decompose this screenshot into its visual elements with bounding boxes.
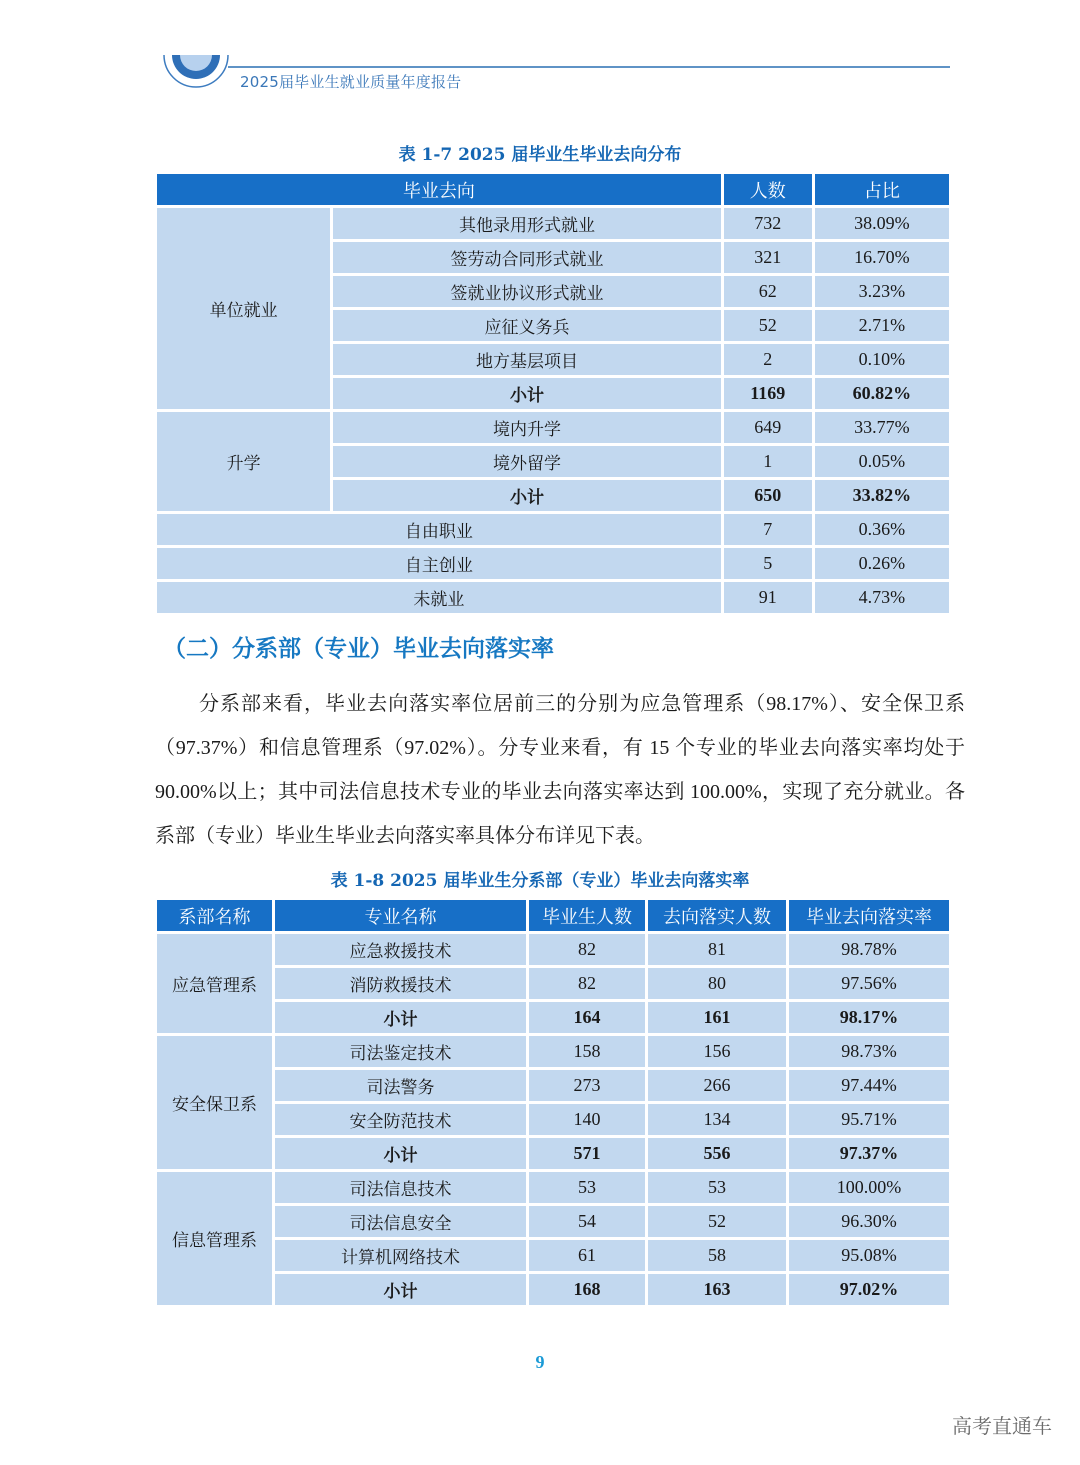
col-header-count: 人数: [724, 174, 812, 205]
table-row: [157, 1172, 949, 1203]
placement-rate: 98.78%: [789, 934, 949, 965]
major-name: 小计: [275, 1274, 526, 1305]
grad-count: 571: [529, 1138, 645, 1169]
major-name: 司法信息技术: [275, 1172, 526, 1203]
major-name: 司法信息安全: [275, 1206, 526, 1237]
row-count: 91: [724, 582, 812, 613]
grad-count: 82: [529, 968, 645, 999]
major-name: 小计: [275, 1002, 526, 1033]
placement-rate: 100.00%: [789, 1172, 949, 1203]
row-count: 52: [724, 310, 812, 341]
table-row: [157, 1036, 949, 1067]
col-header-graduates: 毕业生人数: [529, 900, 645, 931]
placed-count: 58: [648, 1240, 786, 1271]
row-label: 小计: [333, 378, 720, 409]
grad-count: 273: [529, 1070, 645, 1101]
row-label: 签就业协议形式就业: [333, 276, 720, 307]
row-label: 小计: [333, 480, 720, 511]
row-ratio: 2.71%: [815, 310, 949, 341]
placement-rate: 97.37%: [789, 1138, 949, 1169]
grad-count: 53: [529, 1172, 645, 1203]
row-ratio: 0.05%: [815, 446, 949, 477]
watermark: 高考直通车: [952, 1414, 1052, 1438]
row-label: 自主创业: [157, 548, 721, 579]
col-header-destination: 毕业去向: [157, 174, 721, 205]
table-row: [157, 548, 949, 579]
row-ratio: 38.09%: [815, 208, 949, 239]
row-ratio: 3.23%: [815, 276, 949, 307]
page-number: 9: [535, 1352, 545, 1372]
subtotal-row: [157, 1138, 949, 1169]
group-label: 升学: [157, 412, 330, 511]
placement-rate: 98.73%: [789, 1036, 949, 1067]
placed-count: 53: [648, 1172, 786, 1203]
grad-count: 61: [529, 1240, 645, 1271]
page-header: [160, 55, 950, 105]
placed-count: 266: [648, 1070, 786, 1101]
row-count: 649: [724, 412, 812, 443]
col-header-department: 系部名称: [157, 900, 272, 931]
table-row: [157, 514, 949, 545]
row-ratio: 4.73%: [815, 582, 949, 613]
row-ratio: 0.36%: [815, 514, 949, 545]
row-count: 7: [724, 514, 812, 545]
placement-rate: 95.71%: [789, 1104, 949, 1135]
row-count: 650: [724, 480, 812, 511]
placed-count: 161: [648, 1002, 786, 1033]
row-label: 境内升学: [333, 412, 720, 443]
placement-rate: 97.44%: [789, 1070, 949, 1101]
col-header-ratio: 占比: [815, 174, 949, 205]
table-row: [157, 582, 949, 613]
major-name: 司法警务: [275, 1070, 526, 1101]
major-name: 司法鉴定技术: [275, 1036, 526, 1067]
row-label: 地方基层项目: [333, 344, 720, 375]
row-count: 1: [724, 446, 812, 477]
table-header-row: [157, 900, 949, 931]
department-label: 安全保卫系: [157, 1036, 272, 1169]
report-title: 2025届毕业生就业质量年度报告: [240, 73, 462, 91]
placement-rate: 96.30%: [789, 1206, 949, 1237]
grad-count: 158: [529, 1036, 645, 1067]
placed-count: 52: [648, 1206, 786, 1237]
major-name: 安全防范技术: [275, 1104, 526, 1135]
grad-count: 140: [529, 1104, 645, 1135]
row-label: 境外留学: [333, 446, 720, 477]
row-label: 应征义务兵: [333, 310, 720, 341]
row-ratio: 60.82%: [815, 378, 949, 409]
col-header-placed: 去向落实人数: [648, 900, 786, 931]
grad-count: 164: [529, 1002, 645, 1033]
major-name: 应急救援技术: [275, 934, 526, 965]
section-heading: （二）分系部（专业）毕业去向落实率: [163, 636, 554, 662]
placed-count: 81: [648, 934, 786, 965]
table-row: [157, 968, 949, 999]
table-department-placement-rate: [154, 897, 952, 1308]
row-label: 未就业: [157, 582, 721, 613]
major-name: 小计: [275, 1138, 526, 1169]
table-1-8-caption: 表 1-8 2025 届毕业生分系部（专业）毕业去向落实率: [330, 871, 750, 891]
grad-count: 82: [529, 934, 645, 965]
placement-rate: 98.17%: [789, 1002, 949, 1033]
row-count: 62: [724, 276, 812, 307]
table-row: [157, 412, 949, 443]
placement-rate: 97.02%: [789, 1274, 949, 1305]
row-label: 签劳动合同形式就业: [333, 242, 720, 273]
col-header-rate: 毕业去向落实率: [789, 900, 949, 931]
table-row: [157, 1070, 949, 1101]
table-header-row: [157, 174, 949, 205]
placed-count: 556: [648, 1138, 786, 1169]
table-row: [157, 1104, 949, 1135]
row-count: 5: [724, 548, 812, 579]
department-label: 信息管理系: [157, 1172, 272, 1305]
subtotal-row: [157, 1274, 949, 1305]
report-logo-icon: [160, 55, 232, 99]
row-count: 321: [724, 242, 812, 273]
placed-count: 80: [648, 968, 786, 999]
group-label: 单位就业: [157, 208, 330, 409]
major-name: 消防救援技术: [275, 968, 526, 999]
row-ratio: 0.10%: [815, 344, 949, 375]
row-ratio: 0.26%: [815, 548, 949, 579]
subtotal-row: [157, 1002, 949, 1033]
grad-count: 168: [529, 1274, 645, 1305]
grad-count: 54: [529, 1206, 645, 1237]
row-count: 732: [724, 208, 812, 239]
table-row: [157, 1206, 949, 1237]
placement-rate: 97.56%: [789, 968, 949, 999]
placed-count: 134: [648, 1104, 786, 1135]
row-ratio: 33.77%: [815, 412, 949, 443]
col-header-major: 专业名称: [275, 900, 526, 931]
table-row: [157, 934, 949, 965]
row-label: 其他录用形式就业: [333, 208, 720, 239]
table-1-7-caption: 表 1-7 2025 届毕业生毕业去向分布: [398, 145, 682, 165]
row-label: 自由职业: [157, 514, 721, 545]
body-paragraph: 分系部来看，毕业去向落实率位居前三的分别为应急管理系（98.17%）、安全保卫系（97.37%）和信息管理系（97.02%）。分专业来看，有 15 个专业的毕业去向落实率均处于 90.00%以上；其中司法信息技术专业的毕业去向落实率达到 100.00%，实现了充分就业。各系部（专业）毕业生毕业去向落实率具体分布详见下表。: [155, 693, 965, 847]
row-count: 1169: [724, 378, 812, 409]
department-label: 应急管理系: [157, 934, 272, 1033]
placed-count: 163: [648, 1274, 786, 1305]
header-rule: [228, 66, 950, 68]
row-ratio: 16.70%: [815, 242, 949, 273]
major-name: 计算机网络技术: [275, 1240, 526, 1271]
row-ratio: 33.82%: [815, 480, 949, 511]
table-graduation-destination: [154, 171, 952, 616]
table-row: [157, 208, 949, 239]
placed-count: 156: [648, 1036, 786, 1067]
row-count: 2: [724, 344, 812, 375]
placement-rate: 95.08%: [789, 1240, 949, 1271]
table-row: [157, 1240, 949, 1271]
